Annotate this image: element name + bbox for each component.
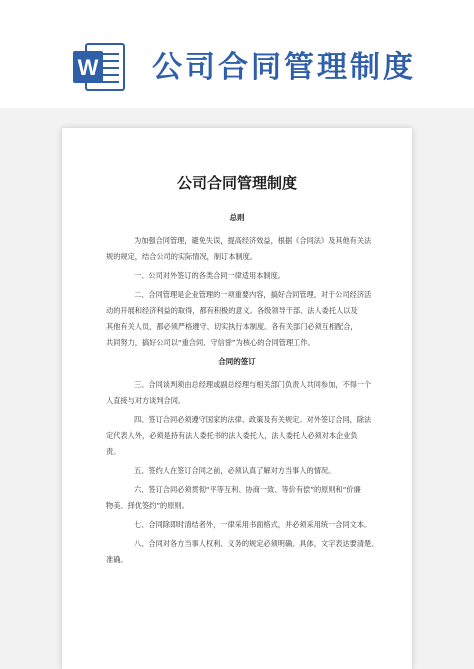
paragraph-line: 七、合同除即时清结者外，一律采用书面格式，并必须采用统一合同文本。 (134, 520, 372, 529)
paragraph-line: 物美、择优签约”的原则。 (106, 501, 189, 510)
paragraph (120, 463, 366, 479)
paragraph-line: 责。 (106, 447, 121, 456)
paragraph-line: 二、合同管理是企业管理的一项重要内容，搞好合同管理，对于公司经济活 (134, 290, 372, 299)
document-title: 公司合同管理制度 (176, 174, 297, 192)
paragraph (106, 287, 372, 351)
banner-title: 公司合同管理制度 (152, 50, 416, 85)
paragraph (120, 517, 372, 533)
paragraph (120, 268, 366, 284)
paragraph-line: 其他有关人员，都必须严格遵守、切实执行本制度。各有关部门必须互相配合， (106, 322, 358, 331)
section-heading: 合同的签订 (218, 357, 256, 366)
paragraph-line: 五、签约人在签订合同之前，必须认真了解对方当事人的情况。 (134, 466, 336, 475)
header-banner (0, 0, 474, 112)
paragraph-line: 八、合同对各方当事人权利、义务的规定必须明确、具体，文字表达要清楚、 (134, 539, 379, 548)
paragraph-line: 准确。 (106, 555, 128, 564)
document-page (62, 128, 412, 669)
paragraph (106, 536, 379, 568)
paragraph (106, 377, 372, 409)
paragraph-line: 定代表人外，必须是持有法人委托书的法人委托人，法人委托人必须对本企业负 (106, 431, 358, 440)
paragraph-line: 人直接与对方谈判合同。 (106, 396, 186, 405)
paragraph-line: 三、合同谈判须由总经理或副总经理与相关部门负责人共同参加，不得一个 (134, 380, 372, 389)
paragraph-line: 为加强合同管理，避免失误，提高经济效益，根据《合同法》及其他有关法 (134, 236, 372, 245)
paragraph-line: 四、签订合同必须遵守国家的法律、政策及有关规定。对外签订合同，除法 (134, 415, 372, 424)
paragraph-line: 一、公司对外签订的各类合同一律适用本制度。 (134, 271, 285, 280)
paragraph (106, 482, 366, 514)
paragraph-line: 共同努力，搞好公司以“重合同、守信誉”为核心的合同管理工作。 (106, 338, 315, 347)
word-logo-letter: W (77, 55, 99, 80)
paragraph (106, 233, 372, 265)
paragraph (106, 412, 372, 460)
paragraph-line: 动的开展和经济利益的取得，都有积极的意义。各级领导干部、法人委托人以及 (106, 306, 358, 315)
section-heading: 总则 (229, 213, 245, 222)
paragraph-line: 规的规定，结合公司的实际情况，制订本制度。 (106, 252, 257, 261)
paragraph-line: 六、签订合同必须贯彻“平等互利、协商一致、等价有偿”的原则和“价廉 (134, 485, 361, 494)
word-document-icon (72, 42, 126, 92)
